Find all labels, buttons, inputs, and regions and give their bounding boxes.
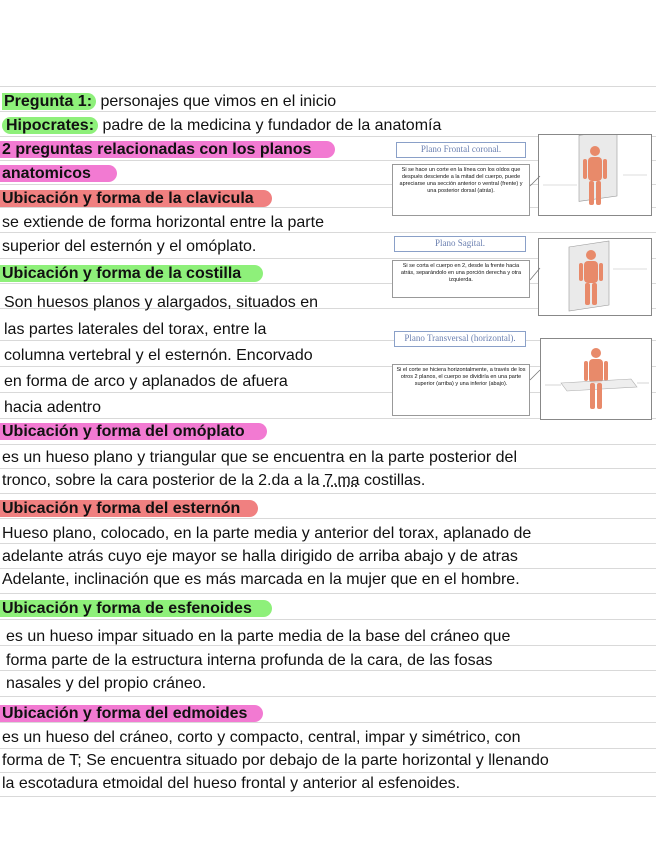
plane-frontal-desc: Si se hace un corte en la línea con los oídos que después desciende a la mitad del cuerpo, puede apreciarse una sección anterior o ventral (frente) y una posterior dorsal (atrás). [392, 164, 530, 216]
body-sagital-icon [539, 239, 651, 315]
hipocrates-text: padre de la medicina y fundador de la anatomía [98, 117, 442, 134]
planos-heading-line-2 [0, 164, 117, 184]
esternon-heading: Ubicación y forma del esternón [0, 500, 258, 517]
pregunta-1-label: Pregunta 1: [2, 93, 96, 110]
omoplato-heading-line [0, 422, 267, 442]
hipocrates-line [2, 116, 441, 136]
plane-transversal-label: Plano Transversal (horizontal). [394, 331, 526, 347]
esfenoides-heading: Ubicación y forma de esfenoides [0, 600, 272, 617]
edmoides-text-1: es un hueso del cráneo, corto y compacto, central, impar y simétrico, con [2, 729, 521, 746]
esternon-text-1: Hueso plano, colocado, en la parte media y anterior del torax, aplanado de [2, 525, 532, 542]
costilla-heading-line [0, 264, 263, 284]
clavicula-text-1: se extiende de forma horizontal entre la parte [2, 214, 324, 231]
esfenoides-text-1: es un hueso impar situado en la parte media de la base del cráneo que [6, 628, 511, 645]
costilla-text-5: hacia adentro [4, 399, 101, 416]
clavicula-text-2: superior del esternón y el omóplato. [2, 238, 257, 255]
costilla-text-1: Son huesos planos y alargados, situados en [4, 294, 318, 311]
costilla-text-2: las partes laterales del torax, entre la [4, 321, 267, 338]
planos-heading-1: 2 preguntas relacionadas con los planos [0, 141, 335, 158]
connector-arrows-icon [524, 140, 542, 420]
plane-frontal-label: Plano Frontal coronal. [396, 142, 526, 158]
costilla-heading: Ubicación y forma de la costilla [0, 265, 263, 282]
esfenoides-text-2: forma parte de la estructura interna profunda de la cara, de las fosas [6, 652, 493, 669]
planos-heading-2: anatomicos [0, 165, 117, 182]
plane-frontal-figure [538, 134, 652, 216]
costilla-text-3: columna vertebral y el esternón. Encorvado [4, 347, 313, 364]
esternon-text-2: adelante atrás cuyo eje mayor se halla dirigido de arriba abajo y de atras [2, 548, 518, 565]
omoplato-text-2: tronco, sobre la cara posterior de la 2.da a la 7.ma costillas. [2, 472, 426, 489]
esfenoides-heading-line [0, 599, 272, 619]
costilla-text-4: en forma de arco y aplanados de afuera [4, 373, 288, 390]
body-frontal-icon [539, 135, 651, 215]
edmoides-text-2: forma de T; Se encuentra situado por debajo de la parte horizontal y llenando [2, 752, 549, 769]
edmoides-heading-line [0, 704, 263, 724]
plane-sagital-desc: Si se corta el cuerpo en 2, desde la frente hacia atrás, separándolo en una porción derecha y otra izquierda. [392, 260, 530, 298]
clavicula-heading-line [0, 189, 272, 209]
body-transversal-icon [541, 339, 651, 419]
pregunta-1-text: personajes que vimos en el inicio [96, 93, 337, 110]
plane-transversal-desc: Si el corte se hiciera horizontalmente, a través de los otros 2 planos, el cuerpo se dividiría en una parte superior (arriba) y una inferior (abajo). [392, 364, 530, 416]
edmoides-heading: Ubicación y forma del edmoides [0, 705, 263, 722]
clavicula-heading: Ubicación y forma de la clavicula [0, 190, 272, 207]
esternon-heading-line [0, 499, 258, 519]
omoplato-text-1: es un hueso plano y triangular que se encuentra en la parte posterior del [2, 449, 518, 466]
edmoides-text-3: la escotadura etmoidal del hueso frontal y anterior al esfenoides. [2, 775, 461, 792]
pregunta-1-line [2, 92, 336, 112]
plane-transversal-figure [540, 338, 652, 420]
omoplato-heading: Ubicación y forma del omóplato [0, 423, 267, 440]
hipocrates-label: Hipocrates: [2, 117, 98, 134]
esfenoides-text-3: nasales y del propio cráneo. [6, 675, 207, 692]
plane-sagital-label: Plano Sagital. [394, 236, 526, 252]
planos-heading-line-1 [0, 140, 335, 160]
esternon-text-3: Adelante, inclinación que es más marcada en la mujer que en el hombre. [2, 571, 520, 588]
plane-sagital-figure [538, 238, 652, 316]
